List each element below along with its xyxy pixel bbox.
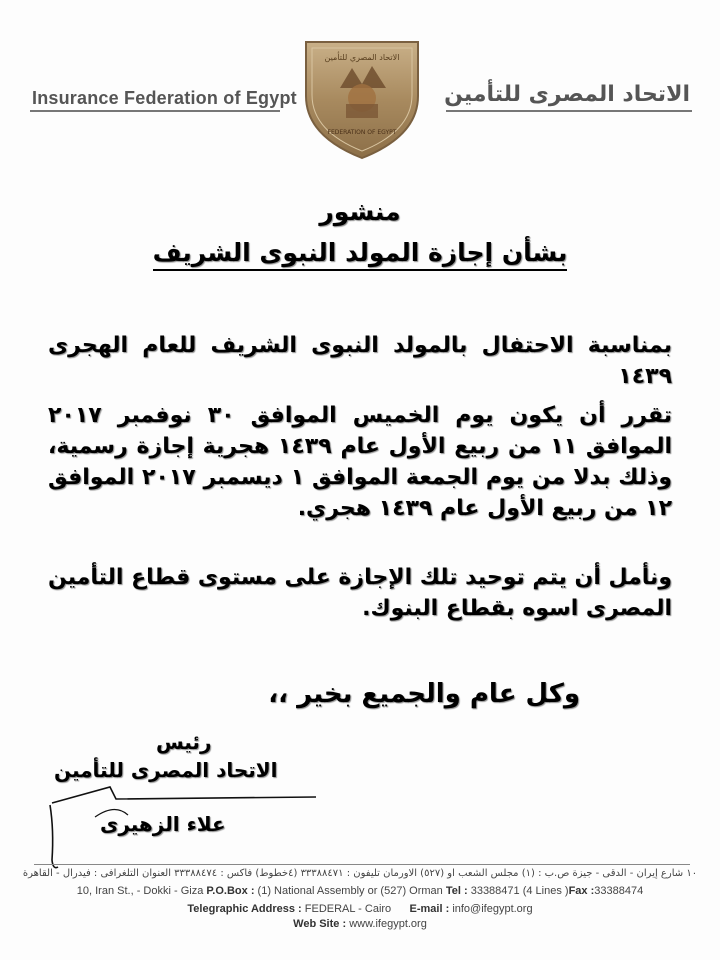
footer-telegraphic-value: FEDERAL - Cairo [304, 903, 392, 915]
paragraph-3: ونأمل أن يتم توحيد تلك الإجازة على مستوى قطاع التأمين المصرى اسوه بقطاع البنوك. [48, 565, 672, 621]
signatory-name: علاء الزهيرى [100, 812, 226, 836]
document-subject [0, 238, 720, 267]
footer-telegraphic-label: Telegraphic Address : [187, 903, 302, 915]
letterhead-name-ar: الاتحاد المصرى للتأمين [444, 82, 690, 107]
footer-fax-label: Fax : [568, 885, 595, 897]
signatory-organization: الاتحاد المصرى للتأمين [54, 758, 278, 782]
footer-tel-value: 33388471 (4 Lines ) [470, 885, 569, 897]
document-subject-text: بشأن إجازة المولد النبوى الشريف [153, 238, 568, 271]
footer-address-ar: ١٠ شارع إيران - الدقى - جيزة ص.ب : (١) مجلس الشعب او (٥٢٧) الاورمان تليفون : ٣٣٣٨٨٤٧١ (٤خطوط) فاكس : ٣٣٣٨٨٤٧٤ العنوان التلغرافى : فيدرال - القاهرة [22, 868, 698, 879]
footer-address-en-line [0, 885, 720, 897]
footer-website-label: Web Site : [293, 918, 347, 930]
document-title: منشور [319, 197, 401, 226]
paragraph-1: بمناسبة الاحتفال بالمولد النبوى الشريف للعام الهجرى ١٤٣٩ [48, 333, 672, 389]
letterhead-rule-left [30, 110, 280, 112]
footer-email-label: E-mail : [409, 903, 450, 915]
footer-tel-label: Tel : [445, 885, 468, 897]
footer-pobox-label: P.O.Box : [206, 885, 255, 897]
footer-address-en: 10, Iran St., - Dokki - Giza [76, 885, 204, 897]
letterhead-name-en: Insurance Federation of Egypt [32, 88, 297, 108]
signatory-title: رئيس [156, 730, 212, 754]
seal-text-bottom: FEDERATION OF EGYPT [327, 129, 397, 136]
closing-greeting: وكل عام والجميع بخير ،، [268, 679, 580, 709]
footer-fax-value: 33388474 [594, 885, 644, 897]
footer-rule [34, 864, 690, 865]
footer-email-link[interactable]: info@ifegypt.org [452, 903, 533, 915]
footer-website-link[interactable]: www.ifegypt.org [349, 918, 427, 930]
paragraph-2: تقرر أن يكون يوم الخميس الموافق ٣٠ نوفمبر ٢٠١٧ الموافق ١١ من ربيع الأول عام ١٤٣٩ هجرية إجازة رسمية، وذلك بدلا من يوم الجمعة الموافق ١ ديسمبر ٢٠١٧ الموافق ١٢ من ربيع الأول عام ١٤٣٩ هجري. [48, 403, 673, 521]
footer-telegraphic-line [0, 903, 720, 915]
seal-text-top: الاتحاد المصري للتأمين [324, 53, 400, 62]
letterhead-rule-right [446, 110, 692, 112]
federation-seal-logo [300, 38, 424, 162]
footer-website-line [0, 918, 720, 930]
footer-pobox-value: (1) National Assembly or (527) Orman [257, 885, 443, 897]
